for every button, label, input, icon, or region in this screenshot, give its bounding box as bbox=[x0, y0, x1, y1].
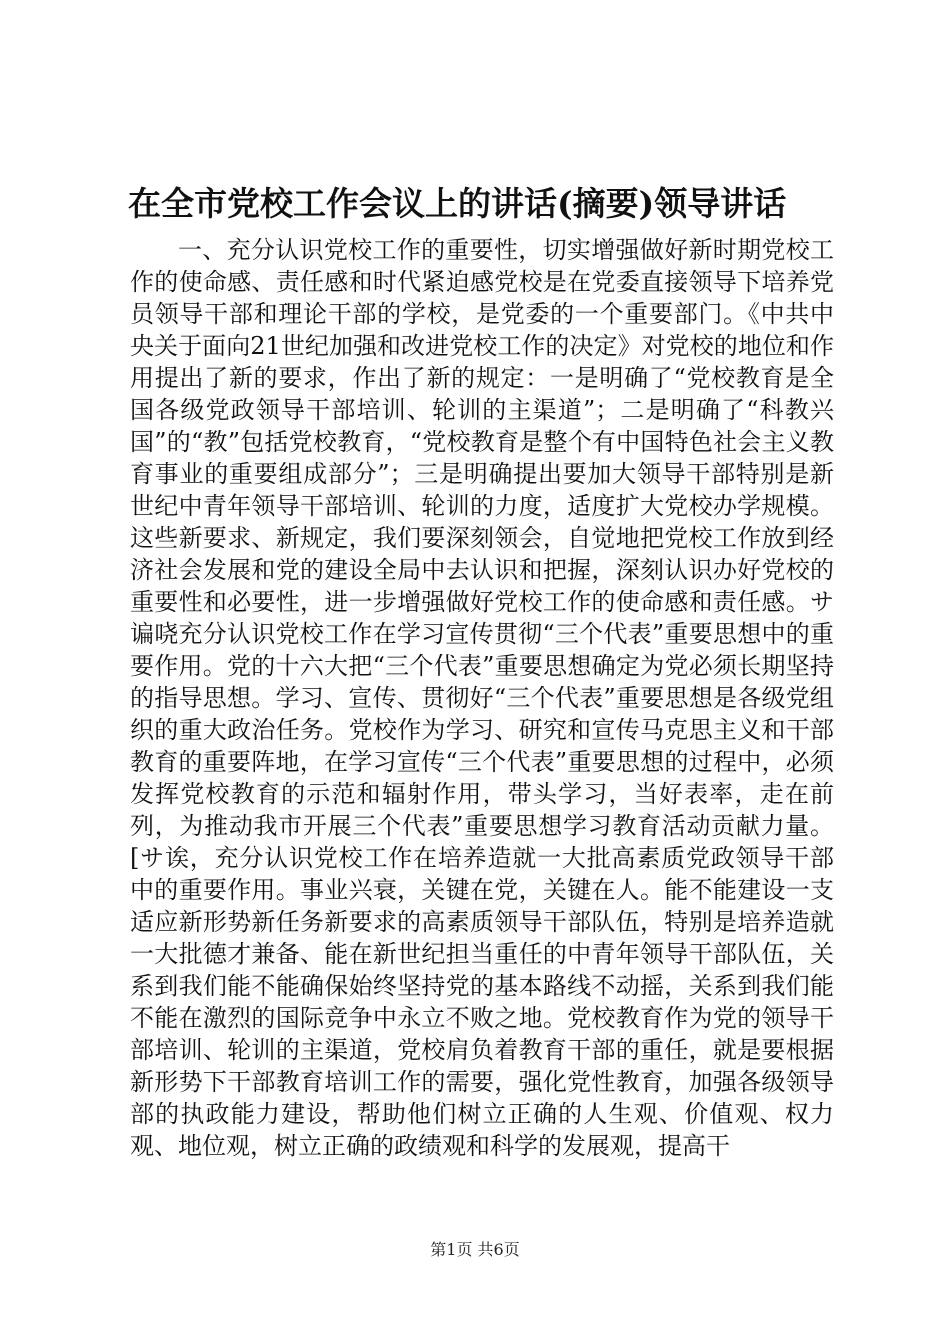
page-number-footer: 第1页 共6页 bbox=[430, 1240, 520, 1259]
document-body-paragraph: 一、充分认识党校工作的重要性，切实增强做好新时期党校工作的使命感、责任感和时代紧迫感党校是在党委直接领导下培养党员领导干部和理论干部的学校，是党委的一个重要部门。《中共中央关于面向21世纪加强和改进党校工作的决定》对党校的地位和作用提出了新的要求，作出了新的规定：一是明确了“党校教育是全国各级党政领导干部培训、轮训的主渠道”；二是明确了“科教兴国”的“教”包括党校教育，“党校教育是整个有中国特色社会主义教育事业的重要组成部分”；三是明确提出要加大领导干部特别是新世纪中青年领导干部培训、轮训的力度，适度扩大党校办学规模。这些新要求、新规定，我们要深刻领会，自觉地把党校工作放到经济社会发展和党的建设全局中去认识和把握，深刻认识办好党校的重要性和必要性，进一步增强做好党校工作的使命感和责任感。サ谝哓充分认识党校工作在学习宣传贯彻“三个代表”重要思想中的重要作用。党的十六大把“三个代表”重要思想确定为党必须长期坚持的指导思想。学习、宣传、贯彻好“三个代表”重要思想是各级党组织的重大政治任务。党校作为学习、研究和宣传马克思主义和干部教育的重要阵地，在学习宣传“三个代表”重要思想的过程中，必须发挥党校教育的示范和辐射作用，带头学习，当好表率，走在前列，为推动我市开展三个代表”重要思想学习教育活动贡献力量。[サ诶，充分认识党校工作在培养造就一大批高素质党政领导干部中的重要作用。事业兴衰，关键在党，关键在人。能不能建设一支适应新形势新任务新要求的高素质领导干部队伍，特别是培养造就一大批德才兼备、能在新世纪担当重任的中青年领导干部队伍，关系到我们能不能确保始终坚持党的基本路线不动摇，关系到我们能不能在激烈的国际竞争中永立不败之地。党校教育作为党的领导干部培训、轮训的主渠道，党校肩负着教育干部的重任，就是要根据新形势下干部教育培训工作的需要，强化党性教育，加强各级领导部的执政能力建设，帮助他们树立正确的人生观、价值观、权力观、地位观，树立正确的政绩观和科学的发展观，提高干 bbox=[130, 236, 834, 1160]
document-title: 在全市党校工作会议上的讲话(摘要)领导讲话 bbox=[128, 184, 787, 223]
